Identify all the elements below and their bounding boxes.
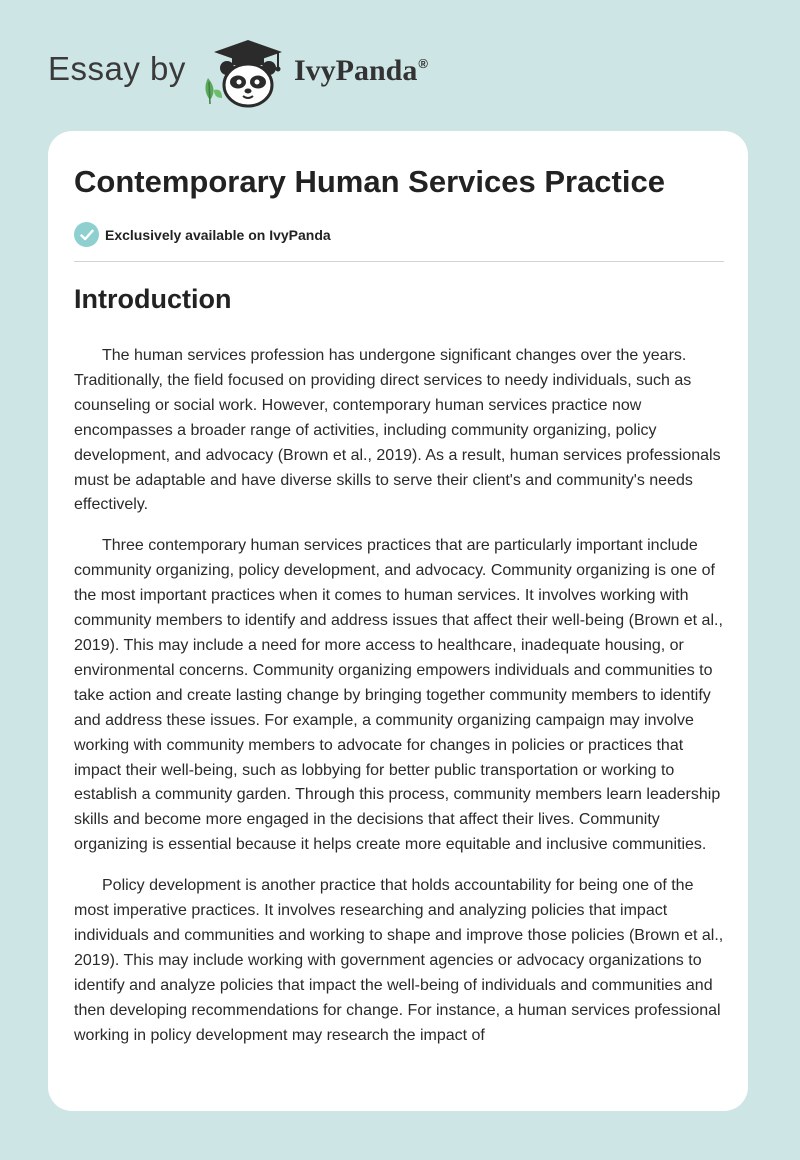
check-circle-icon <box>74 222 99 247</box>
registered-mark: ® <box>418 56 428 71</box>
essay-card <box>48 131 748 1111</box>
page-title: Contemporary Human Services Practice <box>74 164 665 199</box>
site-header <box>0 0 800 130</box>
exclusive-badge <box>74 222 331 247</box>
badge-text: Exclusively available on IvyPanda <box>105 226 331 243</box>
paragraph: Policy development is another practice that holds accountability for being one of the most imperative practices. It involves researching and analyzing policies that impact individuals and communities and working to shape and improve those policies (Brown et al., 2019). This may include working with government agencies or advocacy organizations to identify and analyze policies that impact the well-being of individuals and communities and then developing recommendations for change. For instance, a human services professional working in policy development may research the impact of <box>74 877 724 1044</box>
panda-graduate-icon[interactable] <box>200 38 296 110</box>
brand-name[interactable]: IvyPanda® <box>294 54 428 87</box>
section-heading: Introduction <box>74 284 232 314</box>
paragraph: The human services profession has undergone significant changes over the years. Traditionally, the field focused on providing direct services to needy individuals, such as counseling or social work. However, contemporary human services practice now encompasses a broader range of activities, including community organizing, policy development, and advocacy (Brown et al., 2019). As a result, human services professionals must be adaptable and have diverse skills to serve their client's and community's needs effectively. <box>74 347 721 514</box>
brand-prefix: Essay by <box>48 50 186 87</box>
essay-body <box>74 344 726 1064</box>
paragraph: Three contemporary human services practices that are particularly important include community organizing, policy development, and advocacy. Community organizing is one of the most important practices when it comes to human services. It involves working with community members to identify and address issues that affect their well-being (Brown et al., 2019). This may include a need for more access to healthcare, inadequate housing, or environmental concerns. Community organizing empowers individuals and communities to take action and create lasting change by bringing together community members to identify and address these issues. For example, a community organizing campaign may involve working with community members to advocate for changes in policies or practices that impact their well-being, such as lobbying for better public transportation or working to establish a community garden. Through this process, community members learn leadership skills and become more engaged in the decisions that affect their lives. Community organizing is essential because it helps create more equitable and inclusive communities. <box>74 537 723 854</box>
divider <box>74 261 724 262</box>
